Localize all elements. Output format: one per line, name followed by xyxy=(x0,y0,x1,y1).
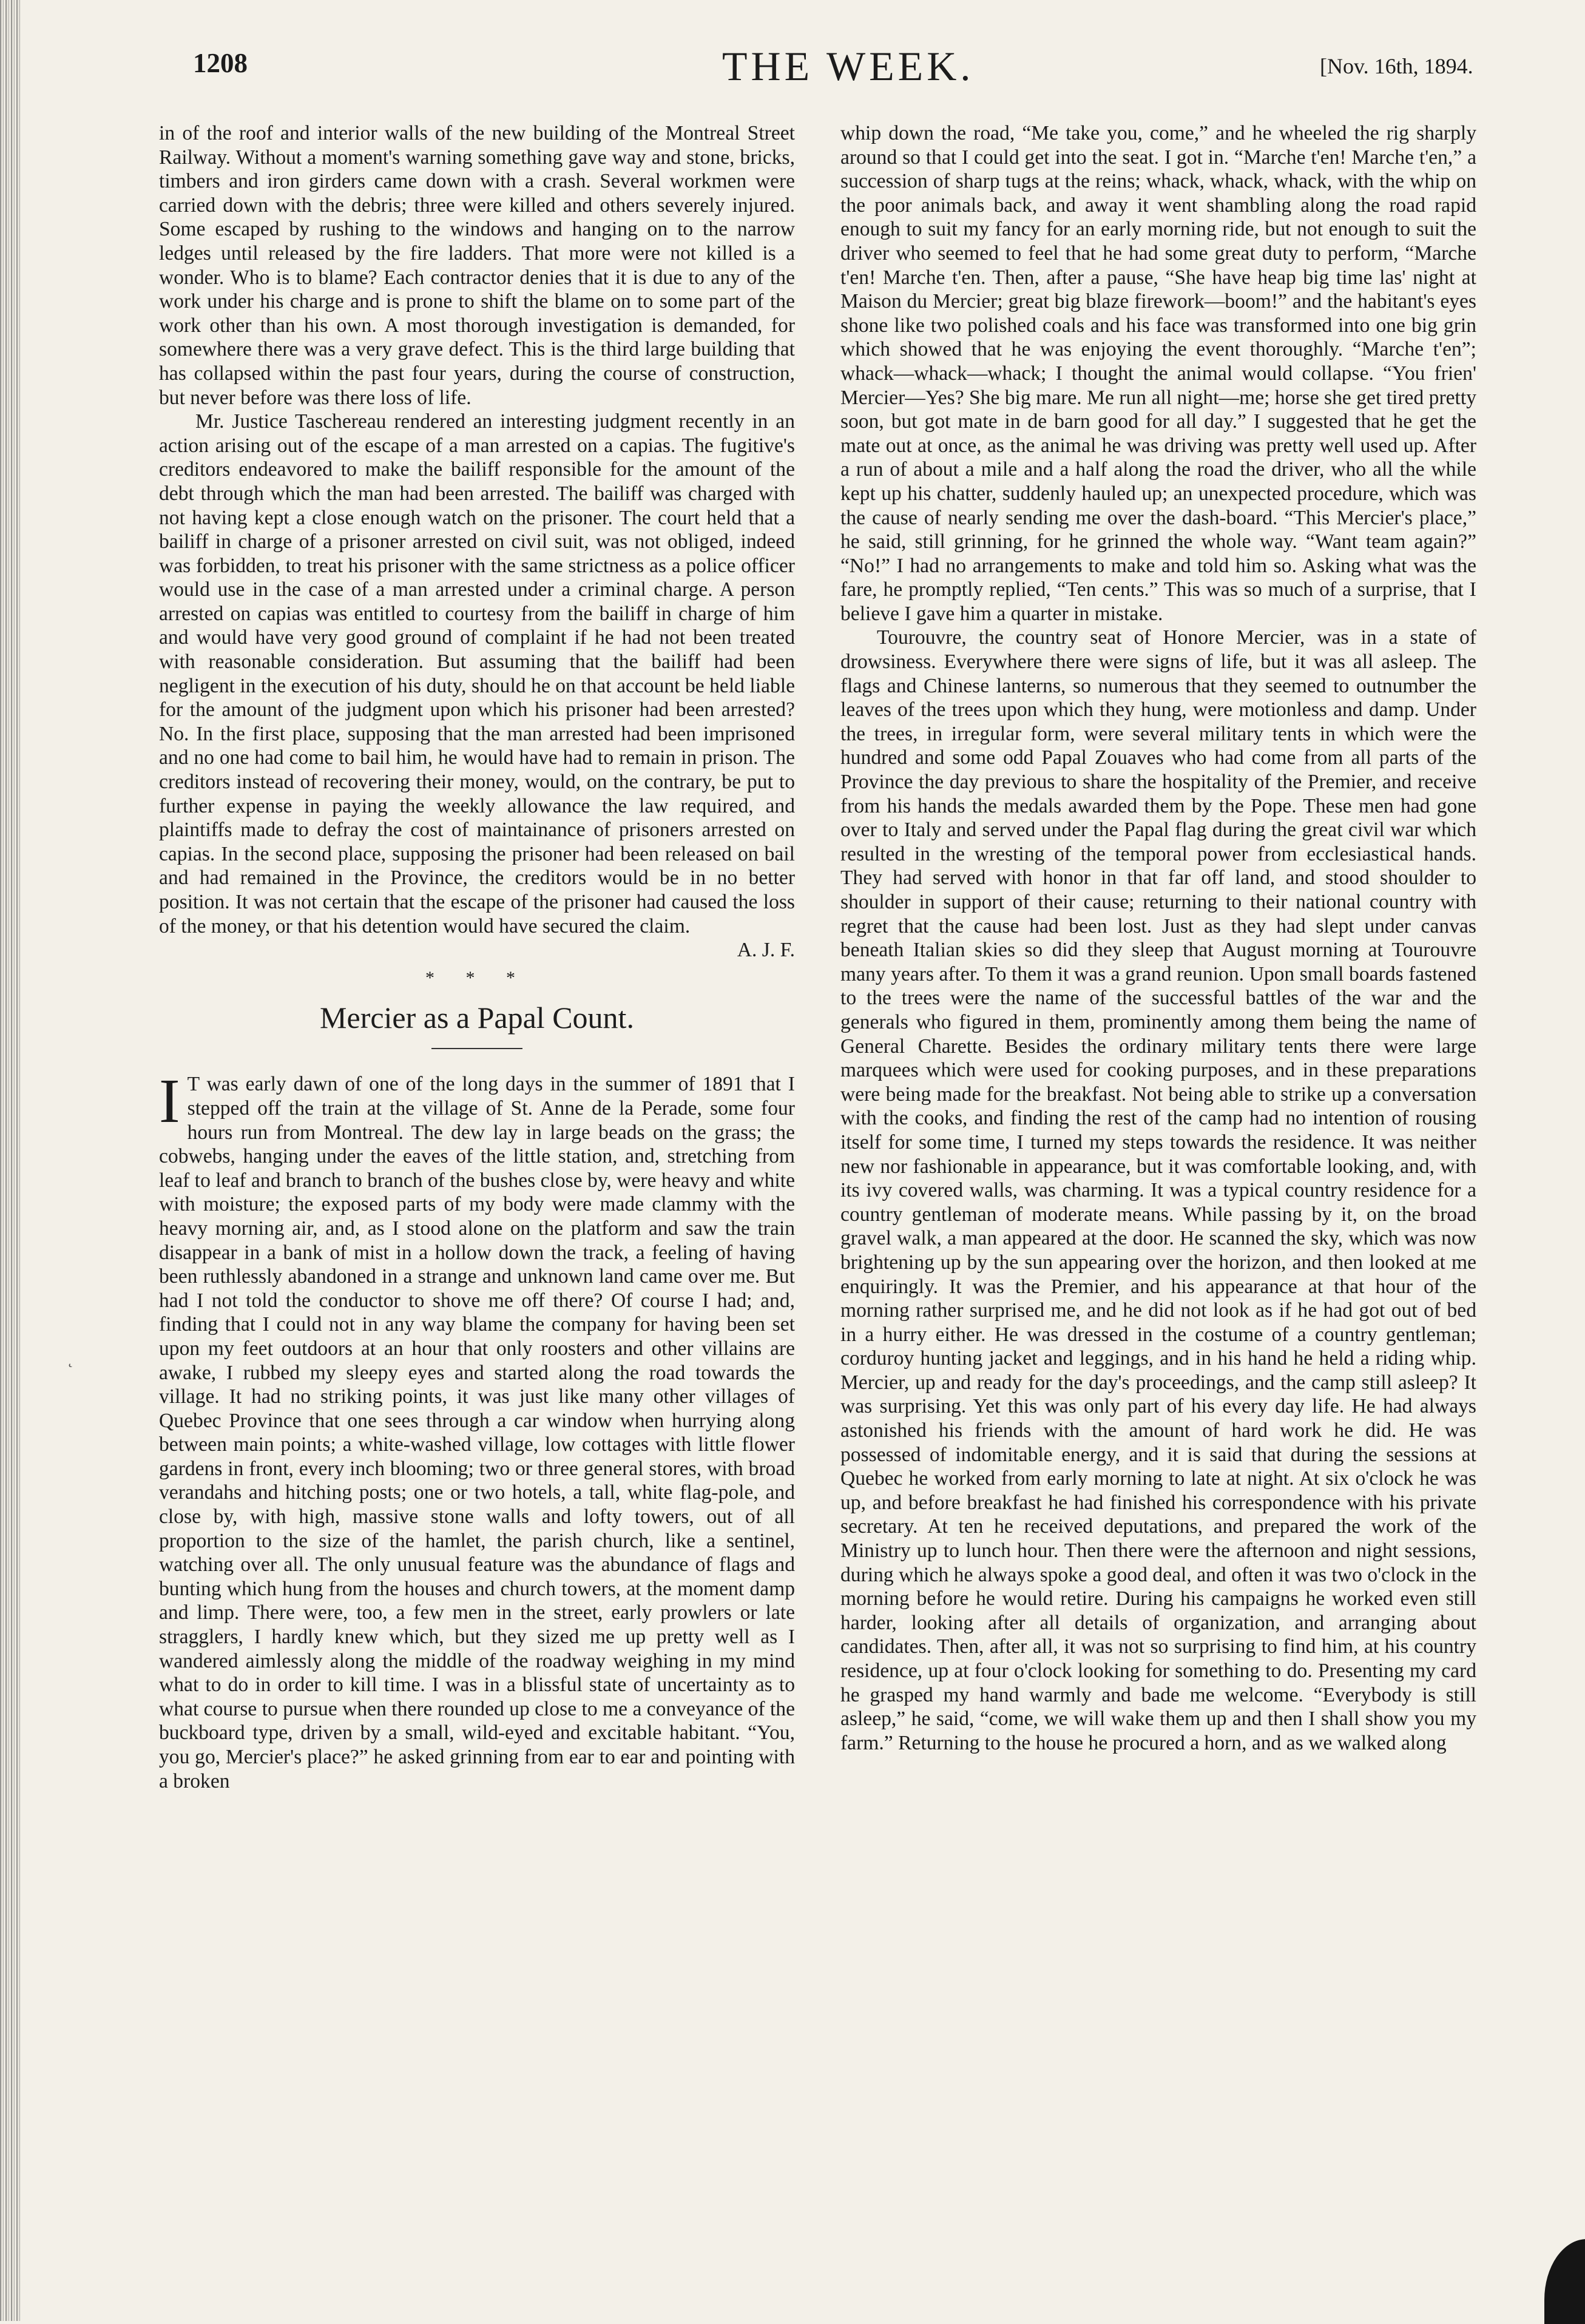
section-break-asterisks: * * * xyxy=(425,967,529,988)
page-number: 1208 xyxy=(193,48,248,78)
opening-paragraph-text: T was early dawn of one of the long days in the summer of 1891 that I stepped off the train at the village of St. Anne de la Perade, some four hours run from Montreal. The dew lay in large beads on the grass; the cobwebs, hanging under the eaves of the little station, and, stretching from leaf to leaf and branch to branch of the bushes close by, were heavy and white with moisture; the exposed parts of my body were made clammy with the heavy morning air, and, as I stood alone on the platform and saw the train disappear in a bank of mist in a hollow down the track, a feeling of having been ruthlessly abandoned in a strange and unknown land came over me. But had I not told the conductor to shove me off there? Of course I had; and, finding that I could not in any way blame the company for having been set upon my feet outdoors at an hour that only roosters and other villains are awake, I rubbed my sleepy eyes and started along the road towards the village. It had no striking points, it was just like many other villages of Quebec Province that one sees through a car window when hurrying along between main points; a white-washed village, low cottages with little flower gardens in front, every inch blooming; two or three general stores, with broad verandahs and hitching posts; one or two hotels, a tall, white flag-pole, and close by, with high, massive stone walls and lofty towers, out of all proportion to the size of the hamlet, the parish church, like a sentinel, watching over all. The only unusual feature was the abundance of flags and bunting which hung from the houses and church towers, at the moment damp and limp. There were, too, a few men in the street, early prowlers or late stragglers, I hardly knew which, but they sized me up pretty well as I wandered aimlessly along the middle of the roadway weighing in my mind what to do in order to kill time. I was in a blissful state of uncertainty as to what course to pursue when there rounded up close to me a conveyance of the buckboard type, driven by a small, wild-eyed and excitable habitant. “You, you go, Mercier's place?” he asked grinning from ear to ear and pointing with a broken xyxy=(159,1073,795,1792)
taschereau-paragraph: Mr. Justice Taschereau rendered an interesting judgment recently in an action arising out of the escape of a man arrested on a capias. The fugitive's creditors endeavored to make the bailiff responsible for the amount of the debt through which the man had been arrested. The bailiff was charged with not having kept a close enough watch on the prisoner. The court held that a bailiff in charge of a prisoner arrested on civil suit, was not obliged, indeed was forbidden, to treat his prisoner with the same strictness as a police officer would use in the case of a man arrested under a criminal charge. A person arrested on capias was entitled to courtesy from the bailiff in charge of him and would have very good ground of complaint if he had not been treated with reasonable consideration. But assuming that the bailiff had been negligent in the execution of his duty, should he on that account be held liable for the amount of the judgment upon which his prisoner had been arrested? No. In the first place, supposing that the man arrested had been imprisoned and no one had come to bail him, he would have had to remain in prison. The creditors instead of recovering their money, would, on the contrary, be put to further expense in paying the weekly allowance the law required, and plaintiffs made to defray the cost of maintainance of prisoners arrested on capias. In the second place, supposing the prisoner had been released on bail and had remained in the Province, the creditors would be in no better position. It was not certain that the escape of the prisoner had caused the loss of the money, or that his detention would have secured the claim. xyxy=(159,410,795,937)
opening-paragraph xyxy=(159,1066,795,1793)
author-signature: A. J. F. xyxy=(737,939,795,962)
page-header xyxy=(0,0,1585,127)
continued-paragraph-right: whip down the road, “Me take you, come,” and he wheeled the rig sharply around so that I could get into the seat. I got in. “Marche t'en! Marche t'en,” a succession of sharp tugs at the reins; whack, whack, whack, with the whip on the poor animals back, and away it went shambling along the road rapid enough to suit my fancy for an early morning ride, but not enough to suit the driver who seemed to feel that he had some great duty to perform, “Marche t'en! Marche t'en. Then, after a pause, “She have heap big time las' night at Maison du Mercier; great big blaze firework—boom!” and the habitant's eyes shone like two polished coals and his face was transformed into one big grin which showed that he was enjoying the event thoroughly. “Marche t'en”; whack—whack—whack; I thought the animal would collapse. “You frien' Mercier—Yes? She big mare. Me run all night—me; horse she get tired pretty soon, but got mate in de barn good for all day.” I suggested that he get the mate out at once, as the animal he was driving was pretty well used up. After a run of about a mile and a half along the road the driver, who all the while kept up his chatter, suddenly hauled up; an unexpected procedure, which was the cause of nearly sending me over the dash-board. “This Mercier's place,” he said, still grinning, for he grinned the whole way. “Want team again?” “No!” I had no arrangements to make and told him so. Asking what was the fare, he promptly replied, “Ten cents.” This was so much of a surprise, that I believe I gave him a quarter in mistake. xyxy=(840,122,1476,625)
title-divider xyxy=(431,1048,522,1049)
tourouvre-paragraph: Tourouvre, the country seat of Honore Mercier, was in a state of drowsiness. Everywhere there were signs of life, but it was all asleep. The flags and Chinese lanterns, so numerous that they seemed to outnumber the leaves of the trees upon which they hung, were motionless and damp. Under the trees, in irregular form, were several military tents in which were the hundred and some odd Papal Zouaves who had come from all parts of the Province the day previous to share the hospitality of the Premier, and receive from his hands the medals awarded them by the Pope. These men had gone over to Italy and served under the Papal flag during the great civil war which resulted in the wresting of the temporal power from ecclesiastical hands. They had served with honor in that far off land, and stood shoulder to shoulder in support of their cause; returning to their national country with regret that the cause had been lost. Just as they had slept under canvas beneath Italian skies so did they sleep that August morning at Tourouvre many years after. To them it was a grand reunion. Upon small boards fastened to the trees were the name of the successful battles of the war and the generals who figured in them, prominently among them being the name of General Charette. Besides the ordinary military tents there were large marquees which were used for cooking purposes, and in these preparations were being made for the breakfast. Not being able to strike up a conversation with the cooks, and finding the rest of the camp had no intention of rousing itself for some time, I turned my steps towards the residence. It was neither new nor fashionable in appearance, but it was comfortable looking, and, with its ivy covered walls, was charming. It was a typical country residence for a country gentleman of moderate means. While passing by it, on the broad gravel walk, a man appeared at the door. He scanned the sky, which was now brightening up by the sun appearing over the horizon, and then looked at me enquiringly. It was the Premier, and his appearance at that hour of the morning rather surprised me, and he did not look as if he had got out of bed in a hurry either. He was dressed in the costume of a country gentleman; corduroy hunting jacket and leggings, and in his hand he held a riding whip. Mercier, up and ready for the day's proceedings, and the camp still asleep? It was surprising. Yet this was only part of his every day life. He had always astonished his friends with the amount of hard work he did. He was possessed of indomitable energy, and it is said that during the sessions at Quebec he worked from early morning to late at night. At six o'clock he was up, and before breakfast he had finished his correspondence with his private secretary. At ten he received deputations, and prepared the work of the Ministry up to lunch hour. Then there were the afternoon and night sessions, during which he always spoke a good deal, and often it was two o'clock in the morning before he would retire. During his campaigns he worked even still harder, looking after all details of organization, and arranging about candidates. Then, after all, it was not so surprising to find him, at his country residence, up at four o'clock looking for something to do. Presenting my card he grasped my hand warmly and bade me welcome. “Everybody is still asleep,” he said, “come, we will wake them up and then I shall show you my farm.” Returning to the house he procured a horn, and as we walked along xyxy=(840,626,1476,1754)
page-curl-corner xyxy=(1544,2239,1585,2324)
issue-date: [Nov. 16th, 1894. xyxy=(1320,54,1473,78)
scan-mark: ˛ xyxy=(68,1350,73,1368)
drop-cap: I xyxy=(159,1066,180,1137)
scanned-page-edge xyxy=(0,0,21,2321)
journal-title: THE WEEK. xyxy=(722,43,975,89)
right-column xyxy=(840,121,1476,2300)
continued-paragraph: in of the roof and interior walls of the new building of the Montreal Street Railway. Without a moment's warning something gave way and stone, bricks, timbers and iron girders came down with a crash. Several workmen were carried down with the debris; three were killed and others severely injured. Some escaped by rushing to the windows and hanging on to the narrow ledges until released by the fire ladders. That more were not killed is a wonder. Who is to blame? Each contractor denies that it is due to any of the work under his charge and is prone to shift the blame on to some part of the work other than his own. A most thorough investigation is demanded, for somewhere there was a very grave defect. This is the third large building that has collapsed within the past four years, during the course of construction, but never before was there loss of life. xyxy=(159,122,795,409)
left-column xyxy=(159,121,795,2300)
article-title: Mercier as a Papal Count. xyxy=(320,1001,634,1035)
